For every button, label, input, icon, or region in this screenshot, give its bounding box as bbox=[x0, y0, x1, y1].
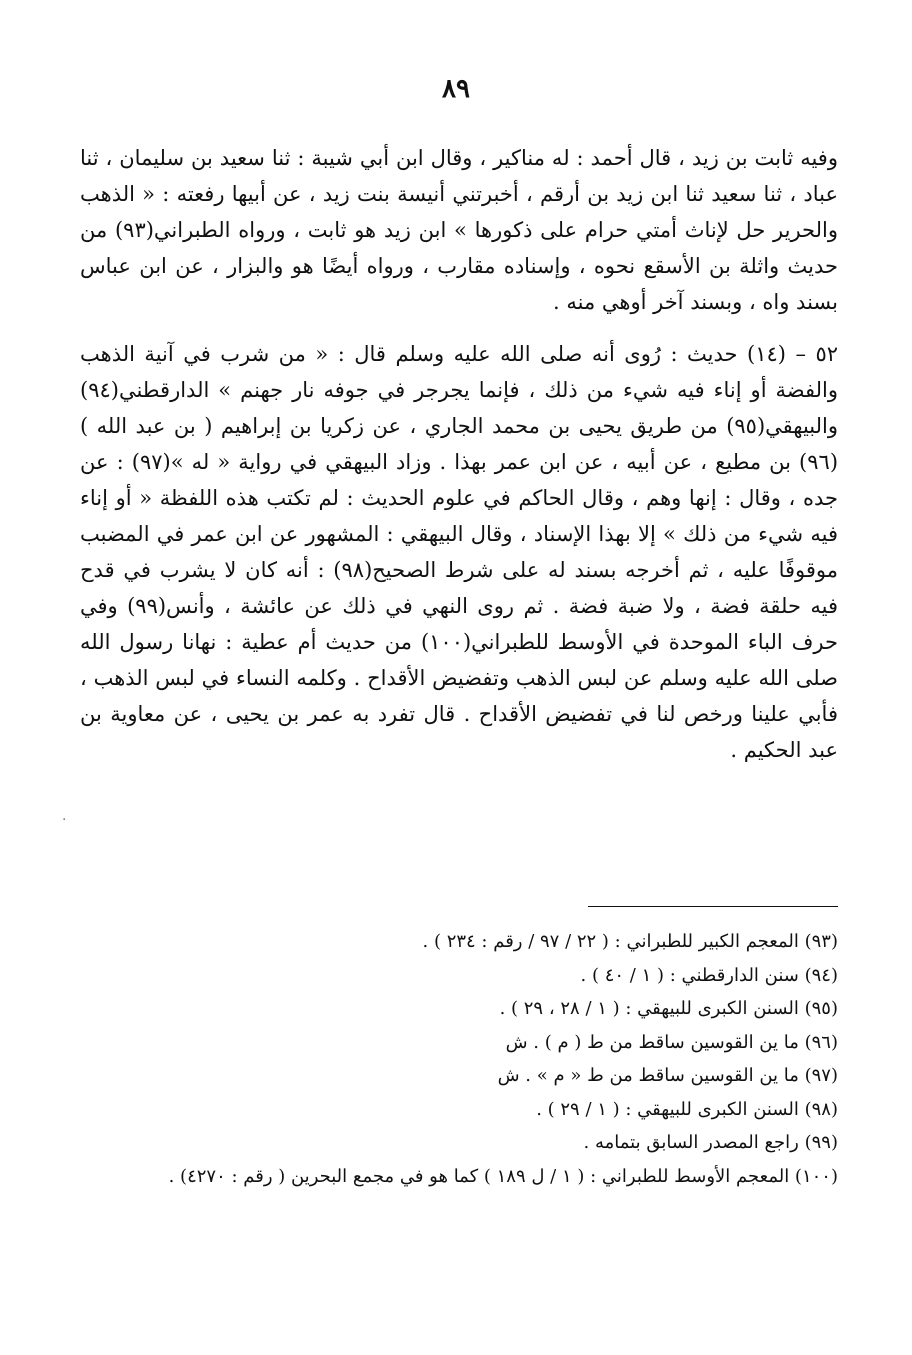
page-number: ٨٩ bbox=[442, 74, 470, 104]
paragraph-2: ٥٢ – (١٤) حديث : رُوى أنه صلى الله عليه وسلم قال : « من شرب في آنية الذهب والفضة أو إناء فيه شيء من ذلك ، فإنما يجرجر في جوفه نار جهنم » الدارقطني(٩٤) والبيهقي(٩٥) من طريق يحيى بن محمد الجاري ، عن زكريا بن إبراهيم ( بن عبد الله )(٩٦) بن مطيع ، عن أبيه ، عن ابن عمر بهذا . وزاد البيهقي في رواية « له »(٩٧) : عن جده ، وقال : إنها وهم ، وقال الحاكم في علوم الحديث : لم تكتب هذه اللفظة « أو إناء فيه شيء من ذلك » إلا بهذا الإسناد ، وقال البيهقي : المشهور عن ابن عمر في المضبب موقوفًا عليه ، ثم أخرجه بسند له على شرط الصحيح(٩٨) : أنه كان لا يشرب في قدح فيه حلقة فضة ، ولا ضبة فضة . ثم روى النهي في ذلك عن عائشة ، وأنس(٩٩) وفي حرف الباء الموحدة في الأوسط للطبراني(١٠٠) من حديث أم عطية : نهانا رسول الله صلى الله عليه وسلم عن لبس الذهب وتفضيض الأقداح . وكلمه النساء في لبس الذهب ، فأبي علينا ورخص لنا في تفضيض الأقداح . قال تفرد به عمر بن يحيى ، عن معاوية بن عبد الحكيم . bbox=[80, 342, 839, 762]
main-text bbox=[80, 140, 838, 784]
footnote-98: (٩٨) السنن الكبرى للبيهقي : ( ١ / ٢٩ ) . bbox=[536, 1098, 838, 1120]
footnote-94: (٩٤) سنن الدارقطني : ( ١ / ٤٠ ) . bbox=[580, 964, 838, 986]
footnotes bbox=[80, 925, 838, 1193]
footnote-99: (٩٩) راجع المصدر السابق بتمامه . bbox=[583, 1132, 838, 1153]
footnote-97: (٩٧) ما ين القوسين ساقط من ط « م » . ش bbox=[497, 1065, 838, 1086]
margin-dot: · bbox=[62, 812, 67, 828]
footnote-divider bbox=[588, 906, 838, 907]
footnote-93: (٩٣) المعجم الكبير للطبراني : ( ٢٢ / ٩٧ / رقم : ٢٣٤ ) . bbox=[422, 931, 838, 952]
footnote-100: (١٠٠) المعجم الأوسط للطبراني : ( ١ / ل ١٨٩ ) كما هو في مجمع البحرين ( رقم : ٤٢٧٠) . bbox=[168, 1165, 838, 1187]
footnote-95: (٩٥) السنن الكبرى للبيهقي : ( ١ / ٢٨ ، ٢٩ ) . bbox=[499, 998, 838, 1019]
footnote-96: (٩٦) ما ين القوسين ساقط من ط ( م ) . ش bbox=[505, 1031, 838, 1053]
paragraph-1: وفيه ثابت بن زيد ، قال أحمد : له مناكير ، وقال ابن أبي شيبة : ثنا سعيد بن سليمان ، ثنا عباد ، ثنا سعيد ثنا ابن زيد بن أرقم ، أخبرتني أنيسة بنت زيد ، عن أبيها رفعته : « الذهب والحرير حل لإناث أمتي حرام على ذكورها » ابن زيد هو ثابت ، ورواه الطبراني(٩٣) من حديث واثلة بن الأسقع نحوه ، وإسناده مقارب ، ورواه أيضًا هو والبزار ، عن ابن عباس بسند واه ، وبسند آخر أوهي منه . bbox=[80, 146, 838, 314]
